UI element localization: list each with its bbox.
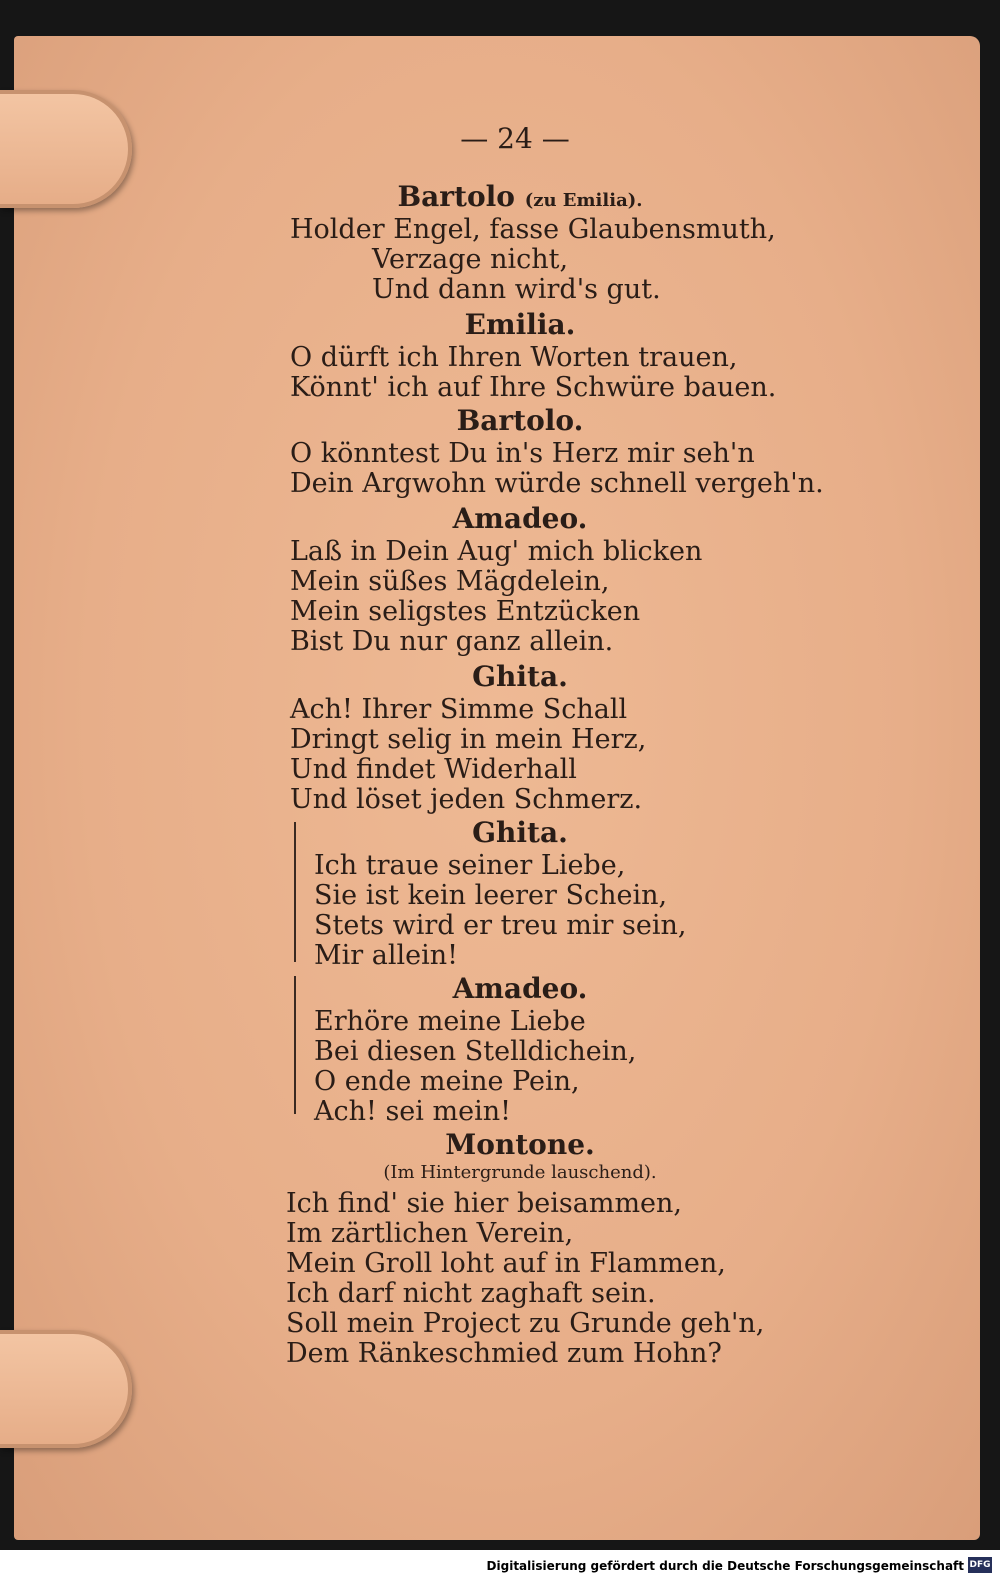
speaker-montone: Montone. [445, 1128, 595, 1161]
verse-line: Ach! sei mein! [314, 1096, 511, 1127]
verse-line: Und dann wird's gut. [372, 274, 661, 305]
speaker-bartolo: Bartolo. [456, 404, 584, 437]
verse-line: Verzage nicht, [372, 244, 569, 275]
verse-line: Dein Argwohn würde schnell vergeh'n. [290, 468, 824, 499]
verse-line: Ich find' sie hier beisammen, [286, 1188, 682, 1219]
verse-line: Bist Du nur ganz allein. [290, 626, 614, 657]
verse-line: Im zärtlichen Verein, [286, 1218, 574, 1249]
funding-credit: Digitalisierung gefördert durch die Deutsche Forschungsgemeinschaft [486, 1559, 964, 1573]
verse-line: Dem Ränkeschmied zum Hohn? [286, 1338, 722, 1369]
verse-line: Dringt selig in mein Herz, [290, 724, 647, 755]
speaker-ghita: Ghita. [472, 816, 568, 849]
speaker-ghita: Ghita. [472, 660, 568, 693]
verse-line: Laß in Dein Aug' mich blicken [290, 536, 703, 567]
page-clip-bottom [0, 1330, 132, 1448]
verse-line: Mein süßes Mägdelein, [290, 566, 610, 597]
verse-line: Und löset jeden Schmerz. [290, 784, 643, 815]
verse-line: Soll mein Project zu Grunde geh'n, [286, 1308, 765, 1339]
verse-line: Und findet Widerhall [290, 754, 577, 785]
stage-direction: (Im Hintergrunde lauschend). [383, 1162, 657, 1183]
verse-line: Mir allein! [314, 940, 458, 971]
verse-line: Ich traue seiner Liebe, [314, 850, 626, 881]
verse-line: Mein Groll loht auf in Flammen, [286, 1248, 726, 1279]
verse-line: Bei diesen Stelldichein, [314, 1036, 637, 1067]
verse-line: Stets wird er treu mir sein, [314, 910, 687, 941]
verse-line: Ich darf nicht zaghaft sein. [286, 1278, 656, 1309]
verse-line: Mein seligstes Entzücken [290, 596, 641, 627]
dfg-logo: DFG [968, 1557, 992, 1573]
verse-line: Holder Engel, fasse Glaubensmuth, [290, 214, 776, 245]
speaker-name: Bartolo [397, 180, 515, 213]
speaker-emilia: Emilia. [464, 308, 576, 341]
verse-line: O könntest Du in's Herz mir seh'n [290, 438, 755, 469]
speaker-amadeo: Amadeo. [452, 972, 588, 1005]
verse-line: O ende meine Pein, [314, 1066, 580, 1097]
verse-line: Ach! Ihrer Simme Schall [290, 694, 628, 725]
verse-line: O dürft ich Ihren Worten trauen, [290, 342, 738, 373]
stage-direction: (zu Emilia). [524, 190, 643, 211]
verse-line: Könnt' ich auf Ihre Schwüre bauen. [290, 372, 777, 403]
speaker-amadeo: Amadeo. [452, 502, 588, 535]
page-number: — 24 — [460, 122, 570, 155]
speaker-bartolo [290, 180, 750, 213]
verse-line: Sie ist kein leerer Schein, [314, 880, 668, 911]
verse-line: Erhöre meine Liebe [314, 1006, 586, 1037]
